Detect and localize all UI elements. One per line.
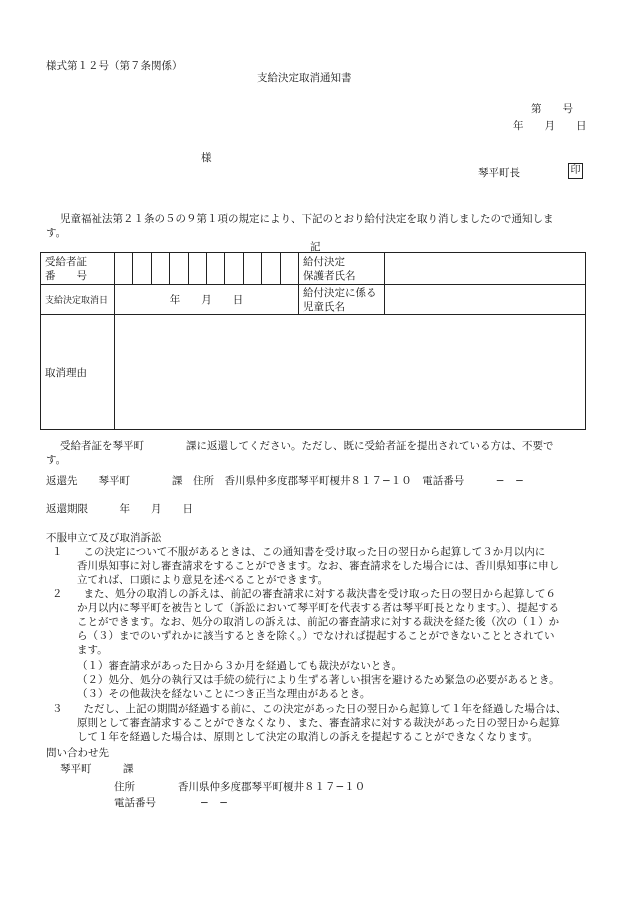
- table-row: [41, 285, 586, 315]
- recipient-suffix: 様: [201, 152, 212, 164]
- certificate-number-label: 受給者証 番 号: [41, 253, 115, 285]
- issuer-name: 琴平町長: [478, 167, 520, 179]
- document-title: 支給決定取消通知書: [257, 72, 352, 84]
- ki-heading: 記: [310, 241, 321, 253]
- return-destination: 返還先 琴平町 課 住所 香川県仲多度郡琴平町榎井８１７−１０ 電話番号 − −: [46, 475, 524, 487]
- appeal-item-3-line-2: 原則として審査請求することができなくなり、また、審査請求に対する裁決があった日の翌日から起算: [77, 717, 560, 729]
- return-deadline: 返還期限 年 月 日: [46, 503, 193, 515]
- intro-line-2: す。: [46, 227, 67, 239]
- cancellation-date-label: 支給決定取消日: [41, 285, 115, 315]
- appeal-sub-1: （１）審査請求があった日から３か月を経過しても裁決がないとき。: [77, 660, 402, 672]
- appeal-item-2-line-3: ことができます。なお、処分の取消しの訴えは、前記の審査請求に対する裁決を経た後（次の（１）か: [77, 616, 560, 628]
- appeal-item-3-line-1: ３ ただし、上記の期間が経過する前に、この決定があった日の翌日から起算して１年を経過した場合は、: [52, 703, 567, 715]
- appeal-heading: 不服申立て及び取消訴訟: [46, 532, 162, 544]
- guardian-name-field[interactable]: [385, 253, 586, 285]
- issue-date: 年 月 日: [513, 120, 587, 132]
- contact-phone: − −: [200, 797, 229, 809]
- appeal-item-3-line-3: して１年を経過した場合は、原則として決定の取消しの訴えを提起することができなくなります。: [77, 731, 539, 743]
- appeal-item-1-line-3: 立てれば、口頭により意見を述べることができます。: [77, 574, 329, 586]
- appeal-item-1-line-2: 香川県知事に対し審査請求をすることができます。なお、審査請求をした場合には、香川県知事に申し: [77, 560, 560, 572]
- appeal-item-1-line-1: １ この決定について不服があるときは、この通知書を受け取った日の翌日から起算して３か月以内に: [52, 546, 546, 558]
- intro-line-1: 児童福祉法第２１条の５の９第１項の規定により、下記のとおり給付決定を取り消しましたので通知しま: [60, 213, 554, 225]
- contact-address-label: 住所: [114, 781, 135, 793]
- return-line-2: す。: [46, 454, 67, 466]
- child-name-label: 給付決定に係る 児童氏名: [299, 285, 385, 315]
- cancellation-table: [40, 252, 586, 430]
- appeal-item-2-line-4: ら（３）までのいずれかに該当するときを除く。）でなければ提起することができないこととされてい: [77, 630, 555, 642]
- appeal-item-2-line-5: ます。: [77, 644, 108, 656]
- appeal-item-2-line-2: か月以内に琴平町を被告として（訴訟において琴平町を代表する者は琴平町長となります。）、提起する: [77, 602, 560, 614]
- contact-phone-label: 電話番号: [114, 797, 156, 809]
- return-line-1: 受給者証を琴平町 課に返還してください。ただし、既に受給者証を提出されている方は、不要で: [60, 440, 554, 452]
- seal-stamp: 印: [568, 163, 583, 179]
- cancellation-date-field[interactable]: 年 月 日: [115, 285, 299, 315]
- child-name-field[interactable]: [385, 285, 586, 315]
- appeal-sub-2: （２）処分、処分の執行又は手続の続行により生ずる著しい損害を避けるため緊急の必要があるとき。: [77, 674, 560, 686]
- contact-department: 琴平町 課: [60, 763, 134, 775]
- guardian-name-label: 給付決定 保護者氏名: [299, 253, 385, 285]
- appeal-sub-3: （３）その他裁決を経ないことにつき正当な理由があるとき。: [77, 688, 371, 700]
- appeal-item-2-line-1: ２ また、処分の取消しの訴えは、前記の審査請求に対する裁決書を受け取った日の翌日から起算して６: [52, 588, 556, 600]
- table-row: [41, 253, 586, 285]
- cancellation-reason-label: 取消理由: [41, 315, 115, 430]
- form-number: 様式第１２号（第７条関係）: [46, 60, 183, 72]
- contact-address: 香川県仲多度郡琴平町榎井８１７−１０: [178, 781, 366, 793]
- certificate-number-boxes[interactable]: [115, 253, 299, 285]
- document-number: 第 号: [531, 103, 573, 115]
- cancellation-reason-field[interactable]: [115, 315, 586, 430]
- contact-heading: 問い合わせ先: [46, 747, 109, 759]
- table-row: [41, 315, 586, 430]
